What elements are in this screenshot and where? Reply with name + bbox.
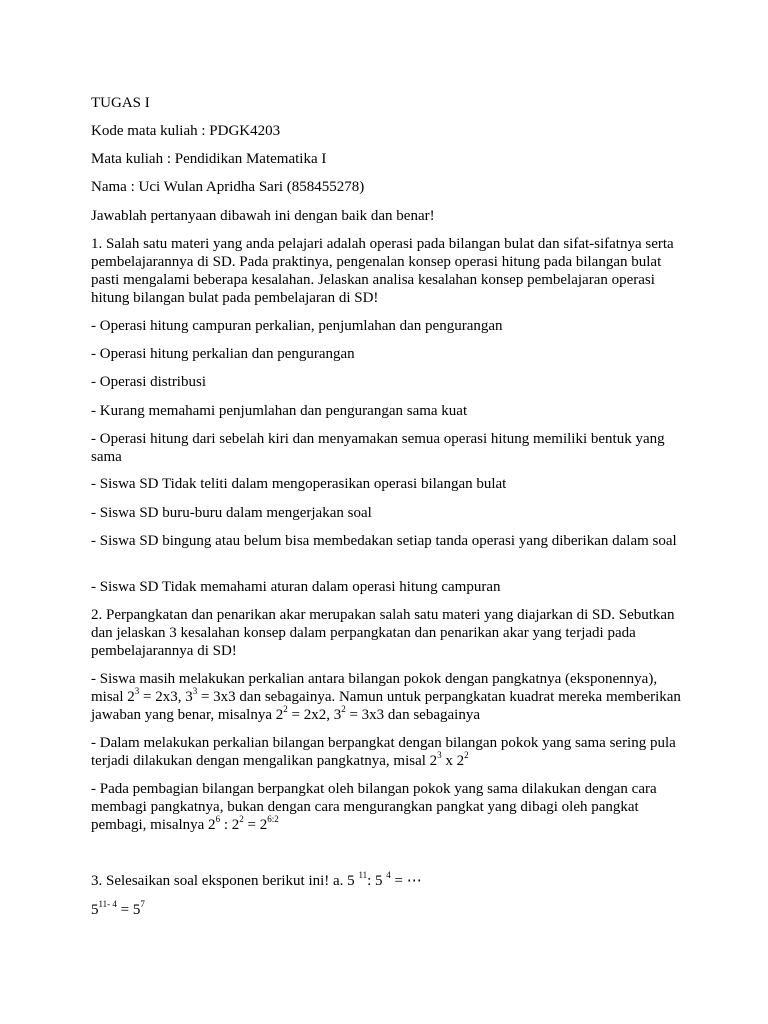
q2-answer-3: - Pada pembagian bilangan berpangkat oleh bilangan pokok yang sama dilakukan dengan cara membagi pangkatnya, bukan dengan cara mengurangkan pangkat yang dibagi oleh pangkat pembagi, misalnya $2^6$ : $2^2 = 2^{6:2}$ — [91, 781, 657, 833]
q1-answer-item: - Operasi distribusi — [91, 374, 206, 390]
q1-answer-item: - Siswa SD Tidak memahami aturan dalam operasi hitung campuran — [91, 579, 501, 595]
q1-answer-item: - Operasi hitung campuran perkalian, penjumlahan dan pengurangan — [91, 318, 503, 334]
q2-answer-2: - Dalam melakukan perkalian bilangan berpangkat dengan bilangan pokok yang sama sering pula terjadi dilakukan dengan mengalikan pangkatnya, misal $2^3$ x $2^2$ — [91, 735, 676, 769]
q1-answer-item: - Siswa SD Tidak teliti dalam mengoperasikan operasi bilangan bulat — [91, 476, 507, 492]
question-2: 2. Perpangkatan dan penarikan akar merupakan salah satu materi yang diajarkan di SD. Sebutkan dan jelaskan 3 kesalahan konsep dalam perpangkatan dan penarikan akar yang terjadi pada pembelajarannya di SD! — [91, 607, 675, 659]
student-name: Nama : Uci Wulan Apridha Sari (858455278) — [91, 179, 365, 195]
q1-answer-item: - Kurang memahami penjumlahan dan pengurangan sama kuat — [91, 403, 468, 419]
q1-answer-item: - Siswa SD bingung atau belum bisa membedakan setiap tanda operasi yang diberikan dalam soal — [91, 533, 677, 549]
question-1: 1. Salah satu materi yang anda pelajari adalah operasi pada bilangan bulat dan sifat-sifatnya serta pembelajarannya di SD. Pada praktinya, pengenalan konsep operasi hitung pada bilangan bulat pasti mengalami beberapa kesalahan. Jelaskan analisa kesalahan konsep pembelajaran operasi hitung bilangan bulat pada pembelajaran di SD! — [91, 236, 674, 306]
q2-answer-1: - Siswa masih melakukan perkalian antara bilangan pokok dengan pangkatnya (eksponennya), misal $2^3 = 2x3$, $3^3 = 3x3$ dan sebagainya. Namun untuk perpangkatan kuadrat mereka memberikan jawaban yang benar, misalnya $2^2 = 2x2$, $3^2 = 3x3$ dan sebagainya — [91, 671, 681, 723]
question-3: 3. Selesaikan soal eksponen berikut ini! a. 5 $^{11}$: 5 $^4$ = ⋯ — [91, 870, 422, 889]
assignment-title: TUGAS I — [91, 95, 150, 111]
course-name: Mata kuliah : Pendidikan Matematika I — [91, 151, 327, 167]
q1-answer-item: - Operasi hitung perkalian dan pengurangan — [91, 346, 355, 362]
instruction: Jawablah pertanyaan dibawah ini dengan baik dan benar! — [91, 208, 435, 224]
q1-answer-item: - Siswa SD buru-buru dalam mengerjakan soal — [91, 505, 372, 521]
q1-answer-item: - Operasi hitung dari sebelah kiri dan menyamakan semua operasi hitung memiliki bentuk yang sama — [91, 431, 665, 465]
q3-answer: $5^{11- 4} = 5^7$ — [91, 899, 145, 918]
course-code: Kode mata kuliah : PDGK4203 — [91, 123, 281, 139]
